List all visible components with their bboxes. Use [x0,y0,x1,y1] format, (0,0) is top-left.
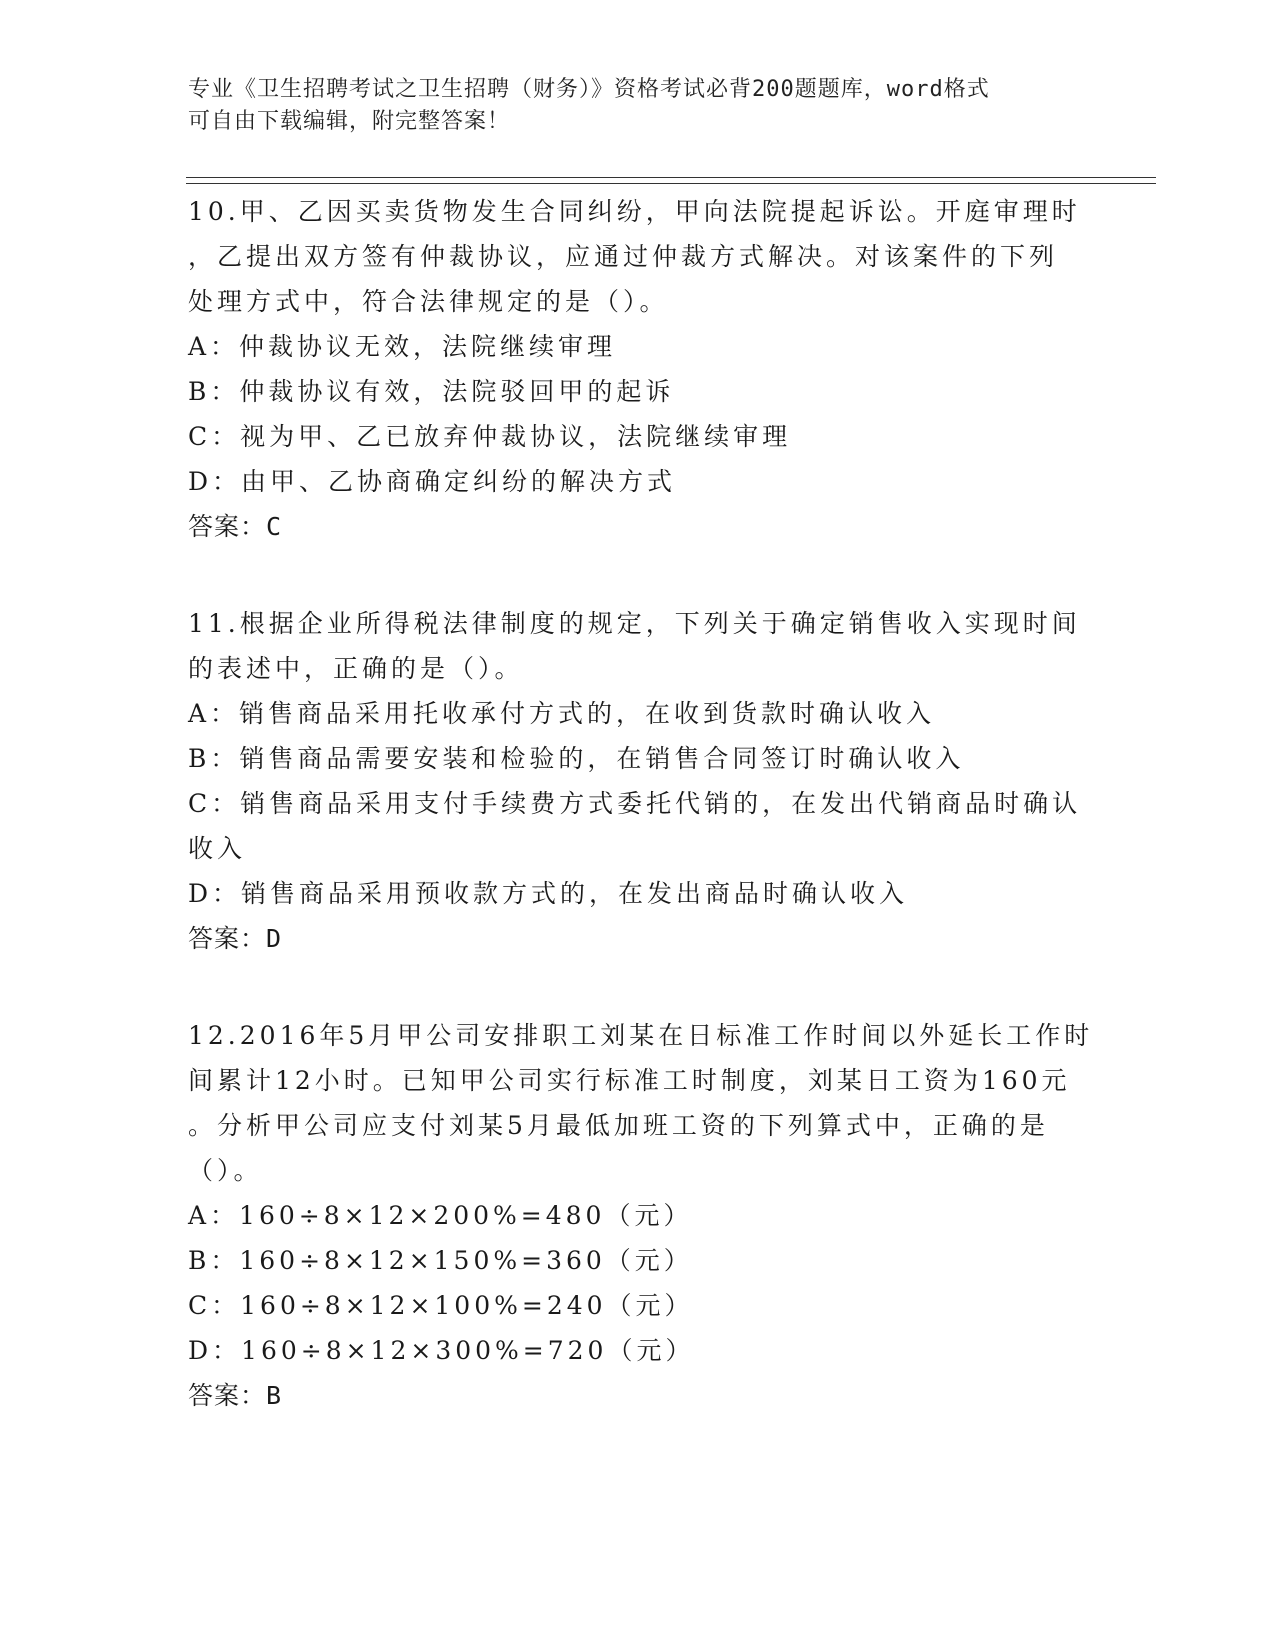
option-c-continuation: 收入 [188,834,247,863]
question-stem-line: 间累计12小时。已知甲公司实行标准工时制度，刘某日工资为160元 [188,1066,1071,1095]
option-c: C：销售商品采用支付手续费方式委托代销的，在发出代销商品时确认 [188,789,1082,818]
question-stem-line: 的表述中，正确的是（）。 [188,654,524,683]
option-c: C：视为甲、乙已放弃仲裁协议，法院继续审理 [188,422,792,451]
question-stem-line: （）。 [188,1156,263,1185]
option-d: D：由甲、乙协商确定纠纷的解决方式 [188,467,677,496]
header-line: 专业《卫生招聘考试之卫生招聘（财务）》资格考试必背200题题库，word格式 [188,77,990,102]
question-stem-line: 11.根据企业所得税法律制度的规定，下列关于确定销售收入实现时间 [188,609,1081,638]
question-11 [188,601,1088,961]
question-12 [188,1013,1094,1418]
question-stem-line: ，乙提出双方签有仲裁协议，应通过仲裁方式解决。对该案件的下列 [188,242,1059,271]
answer-label: 答案：D [188,924,283,953]
option-d: D：销售商品采用预收款方式的，在发出商品时确认收入 [188,879,909,908]
document-header [188,74,1088,138]
question-10 [188,189,1088,549]
question-stem-line: 。分析甲公司应支付刘某5月最低加班工资的下列算式中，正确的是 [188,1111,1049,1140]
option-b: B：仲裁协议有效，法院驳回甲的起诉 [188,377,675,406]
option-a: A：销售商品采用托收承付方式的，在收到货款时确认收入 [188,699,936,728]
question-stem-line: 处理方式中，符合法律规定的是（）。 [188,287,669,316]
answer-label: 答案：C [188,512,283,541]
option-c: C：160÷8×12×100%=240（元） [188,1291,694,1320]
question-stem-line: 12.2016年5月甲公司安排职工刘某在日标准工作时间以外延长工作时 [188,1021,1094,1050]
header-line: 可自由下载编辑，附完整答案！ [188,109,511,134]
option-b: B：销售商品需要安装和检验的，在销售合同签订时确认收入 [188,744,965,773]
header-divider [186,177,1156,178]
header-divider [186,183,1156,184]
option-a: A：仲裁协议无效，法院继续审理 [188,332,617,361]
option-a: A：160÷8×12×200%=480（元） [188,1201,693,1230]
answer-label: 答案：B [188,1381,283,1410]
option-b: B：160÷8×12×150%=360（元） [188,1246,693,1275]
option-d: D：160÷8×12×300%=720（元） [188,1336,695,1365]
question-stem-line: 10.甲、乙因买卖货物发生合同纠纷，甲向法院提起诉讼。开庭审理时 [188,197,1081,226]
